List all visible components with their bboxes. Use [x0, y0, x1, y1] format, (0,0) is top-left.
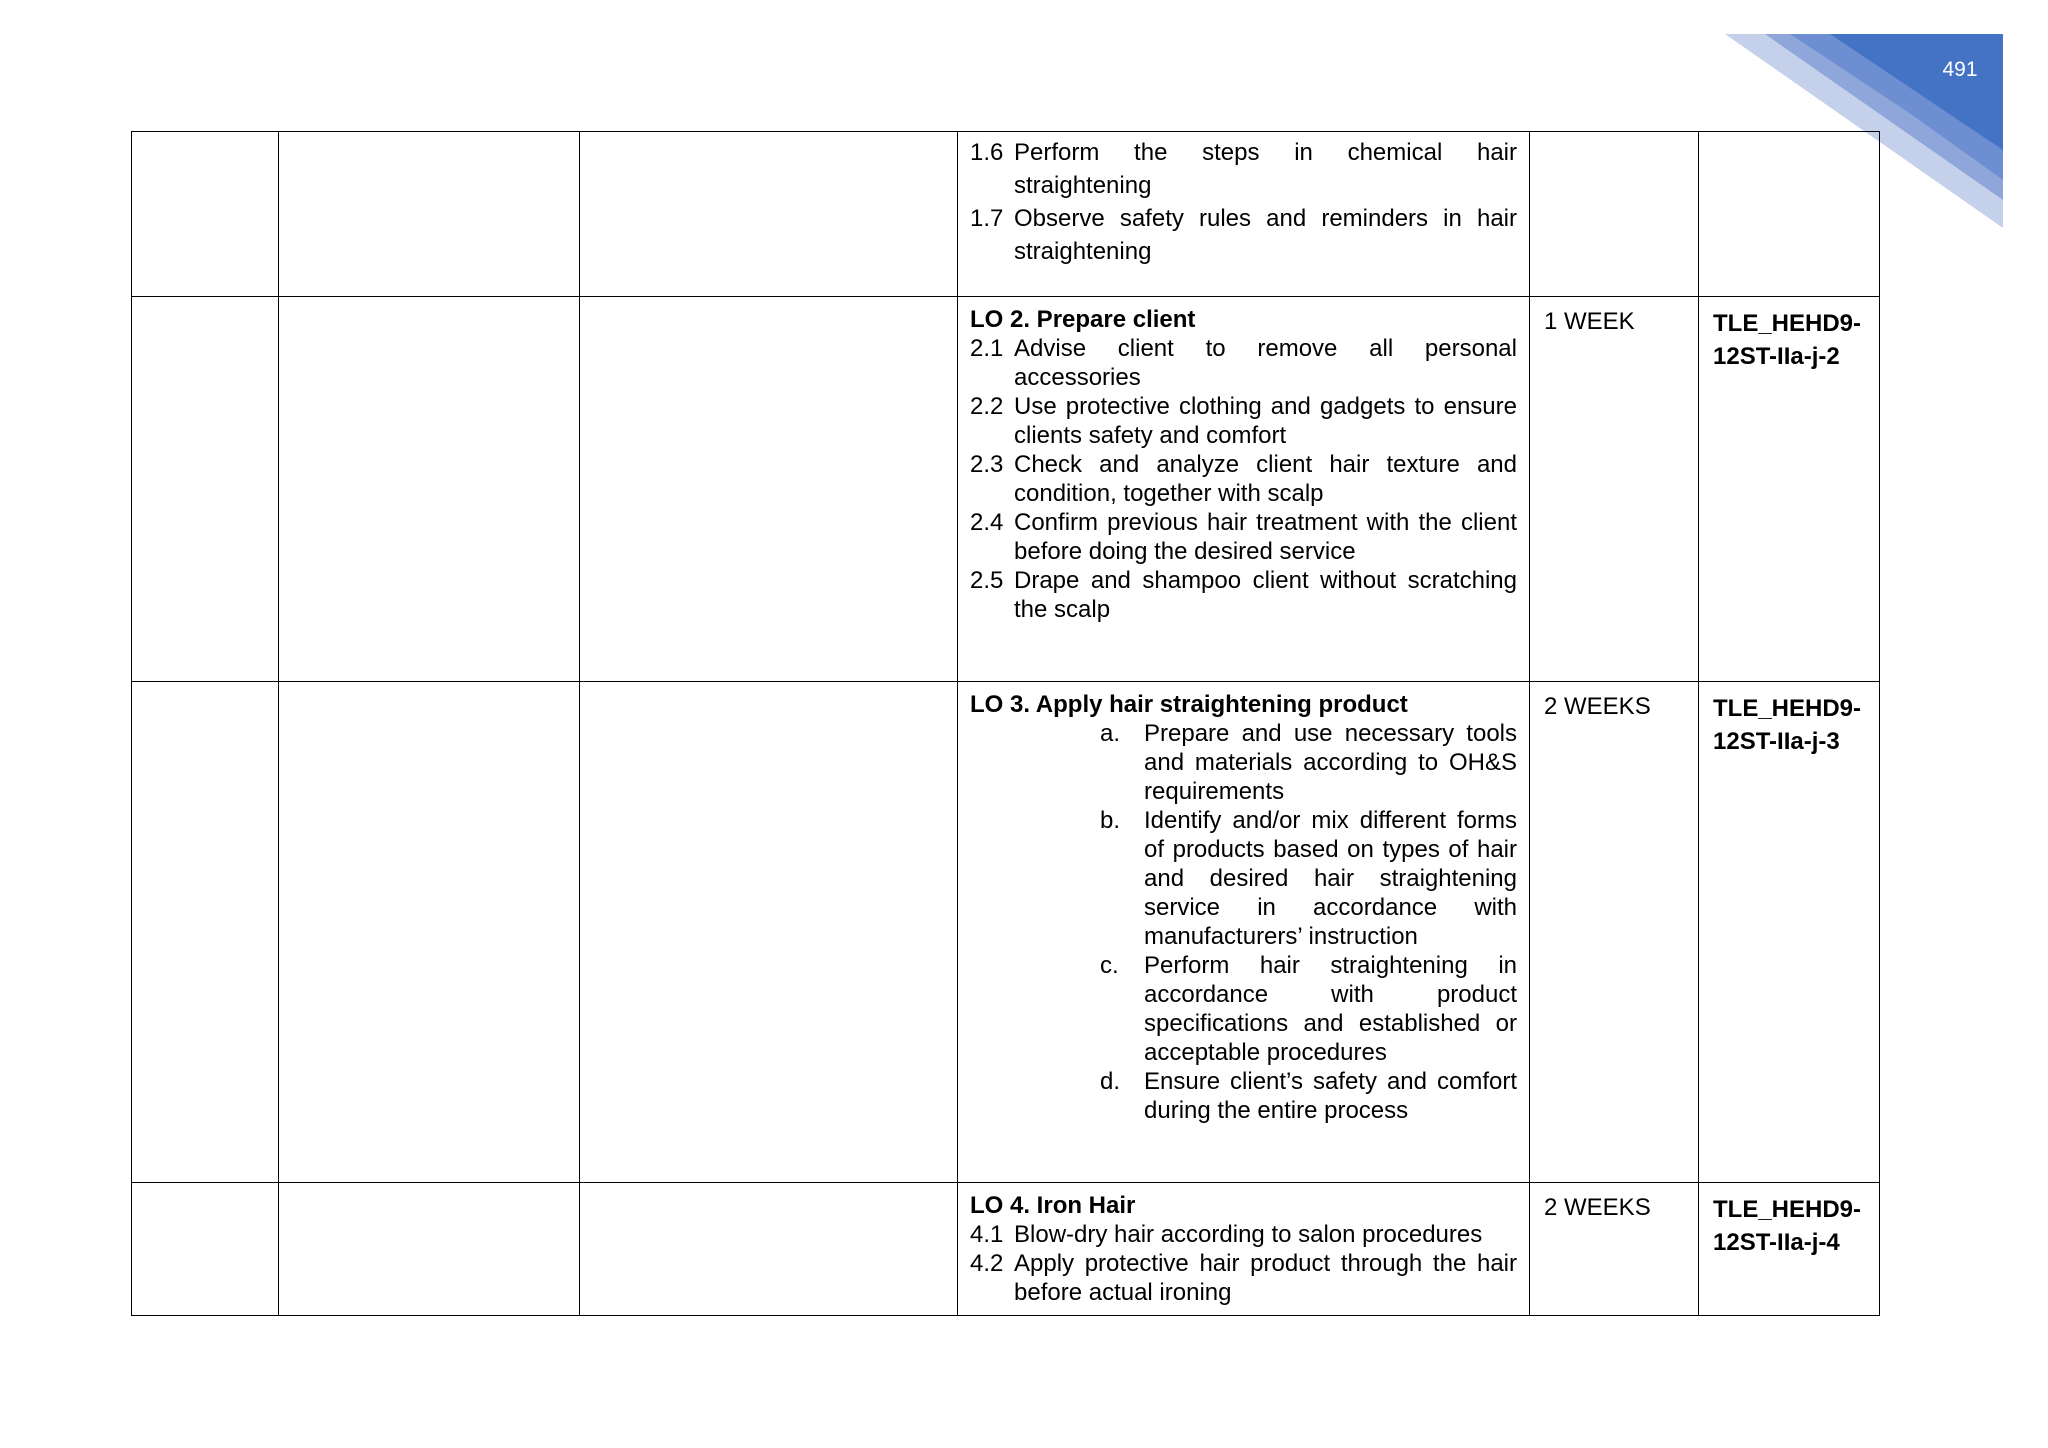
- item-letter: d.: [1100, 1068, 1121, 1095]
- code-cell: TLE_HEHD9-12ST-IIa-j-4: [1699, 1183, 1880, 1316]
- item-text: Blow-dry hair according to salon procedures: [1014, 1221, 1483, 1248]
- item-letter: c.: [1100, 952, 1119, 979]
- list-item: [1100, 806, 1517, 951]
- performance-standard-cell: [580, 297, 958, 682]
- content-standard-cell: [279, 132, 580, 297]
- lo-title: LO 2. Prepare client: [970, 306, 1196, 333]
- learning-competencies-cell: [958, 132, 1530, 297]
- list-item: [970, 136, 1517, 202]
- item-text: Advise client to remove all personal accessories: [1014, 335, 1517, 391]
- item-text: Check and analyze client hair texture and condition, together with scalp: [1014, 451, 1517, 507]
- item-number: 2.4: [970, 509, 1004, 536]
- item-text: Observe safety rules and reminders in hair straightening: [1014, 205, 1517, 265]
- performance-standard-cell: [580, 682, 958, 1183]
- learning-competencies-cell: [958, 1183, 1530, 1316]
- content-standard-cell: [279, 297, 580, 682]
- lo-title: LO 3. Apply hair straightening product: [970, 691, 1408, 718]
- item-text: Perform the steps in chemical hair straightening: [1014, 139, 1517, 199]
- item-text: Ensure client’s safety and comfort during the entire process: [1144, 1068, 1517, 1124]
- list-item: [1100, 1067, 1517, 1125]
- duration-cell: 2 WEEKS: [1530, 1183, 1699, 1316]
- lo-title: LO 4. Iron Hair: [970, 1192, 1136, 1219]
- item-number: 2.5: [970, 567, 1004, 594]
- list-item: [970, 202, 1517, 268]
- item-number: 2.1: [970, 335, 1004, 362]
- content-standard-cell: [279, 1183, 580, 1316]
- list-item: [970, 450, 1517, 508]
- item-number: 2.3: [970, 451, 1004, 478]
- code-cell: [1699, 132, 1880, 297]
- item-number: 4.1: [970, 1221, 1004, 1248]
- item-number: 1.6: [970, 139, 1004, 166]
- item-letter: a.: [1100, 720, 1121, 747]
- table-row: [132, 297, 1880, 682]
- item-text: Drape and shampoo client without scratching the scalp: [1014, 567, 1517, 623]
- learning-competencies-cell: [958, 682, 1530, 1183]
- table-row: [132, 132, 1880, 297]
- duration-cell: 2 WEEKS: [1530, 682, 1699, 1183]
- item-number: 1.7: [970, 205, 1004, 232]
- code-cell: TLE_HEHD9-12ST-IIa-j-3: [1699, 682, 1880, 1183]
- list-item: [970, 334, 1517, 392]
- list-item: [970, 392, 1517, 450]
- performance-standard-cell: [580, 1183, 958, 1316]
- item-text: Use protective clothing and gadgets to ensure clients safety and comfort: [1014, 393, 1517, 449]
- code-cell: TLE_HEHD9-12ST-IIa-j-2: [1699, 297, 1880, 682]
- item-text: Identify and/or mix different forms of products based on types of hair and desired hair straightening service in accordance with manufacturers’ instruction: [1144, 807, 1517, 950]
- list-item: [970, 566, 1517, 624]
- item-text: Perform hair straightening in accordance with product specifications and established or acceptable procedures: [1144, 952, 1517, 1066]
- duration-cell: 1 WEEK: [1530, 297, 1699, 682]
- content-standard-cell: [279, 682, 580, 1183]
- list-item: [1100, 951, 1517, 1067]
- item-number: 4.2: [970, 1250, 1004, 1277]
- list-item: [970, 508, 1517, 566]
- duration-cell: [1530, 132, 1699, 297]
- page-number: 491: [1942, 58, 1978, 81]
- table-row: [132, 682, 1880, 1183]
- item-number: 2.2: [970, 393, 1004, 420]
- item-text: Apply protective hair product through the hair before actual ironing: [1014, 1250, 1517, 1306]
- list-item: [970, 1249, 1517, 1307]
- content-cell: [132, 132, 279, 297]
- learning-competencies-cell: [958, 297, 1530, 682]
- item-text: Prepare and use necessary tools and materials according to OH&S requirements: [1144, 720, 1517, 805]
- item-text: Confirm previous hair treatment with the client before doing the desired service: [1014, 509, 1517, 565]
- curriculum-table: [131, 131, 1880, 1316]
- content-cell: [132, 297, 279, 682]
- table-row: [132, 1183, 1880, 1316]
- performance-standard-cell: [580, 132, 958, 297]
- item-letter: b.: [1100, 807, 1121, 834]
- content-cell: [132, 682, 279, 1183]
- list-item: [1100, 719, 1517, 806]
- list-item: [970, 1220, 1517, 1249]
- content-cell: [132, 1183, 279, 1316]
